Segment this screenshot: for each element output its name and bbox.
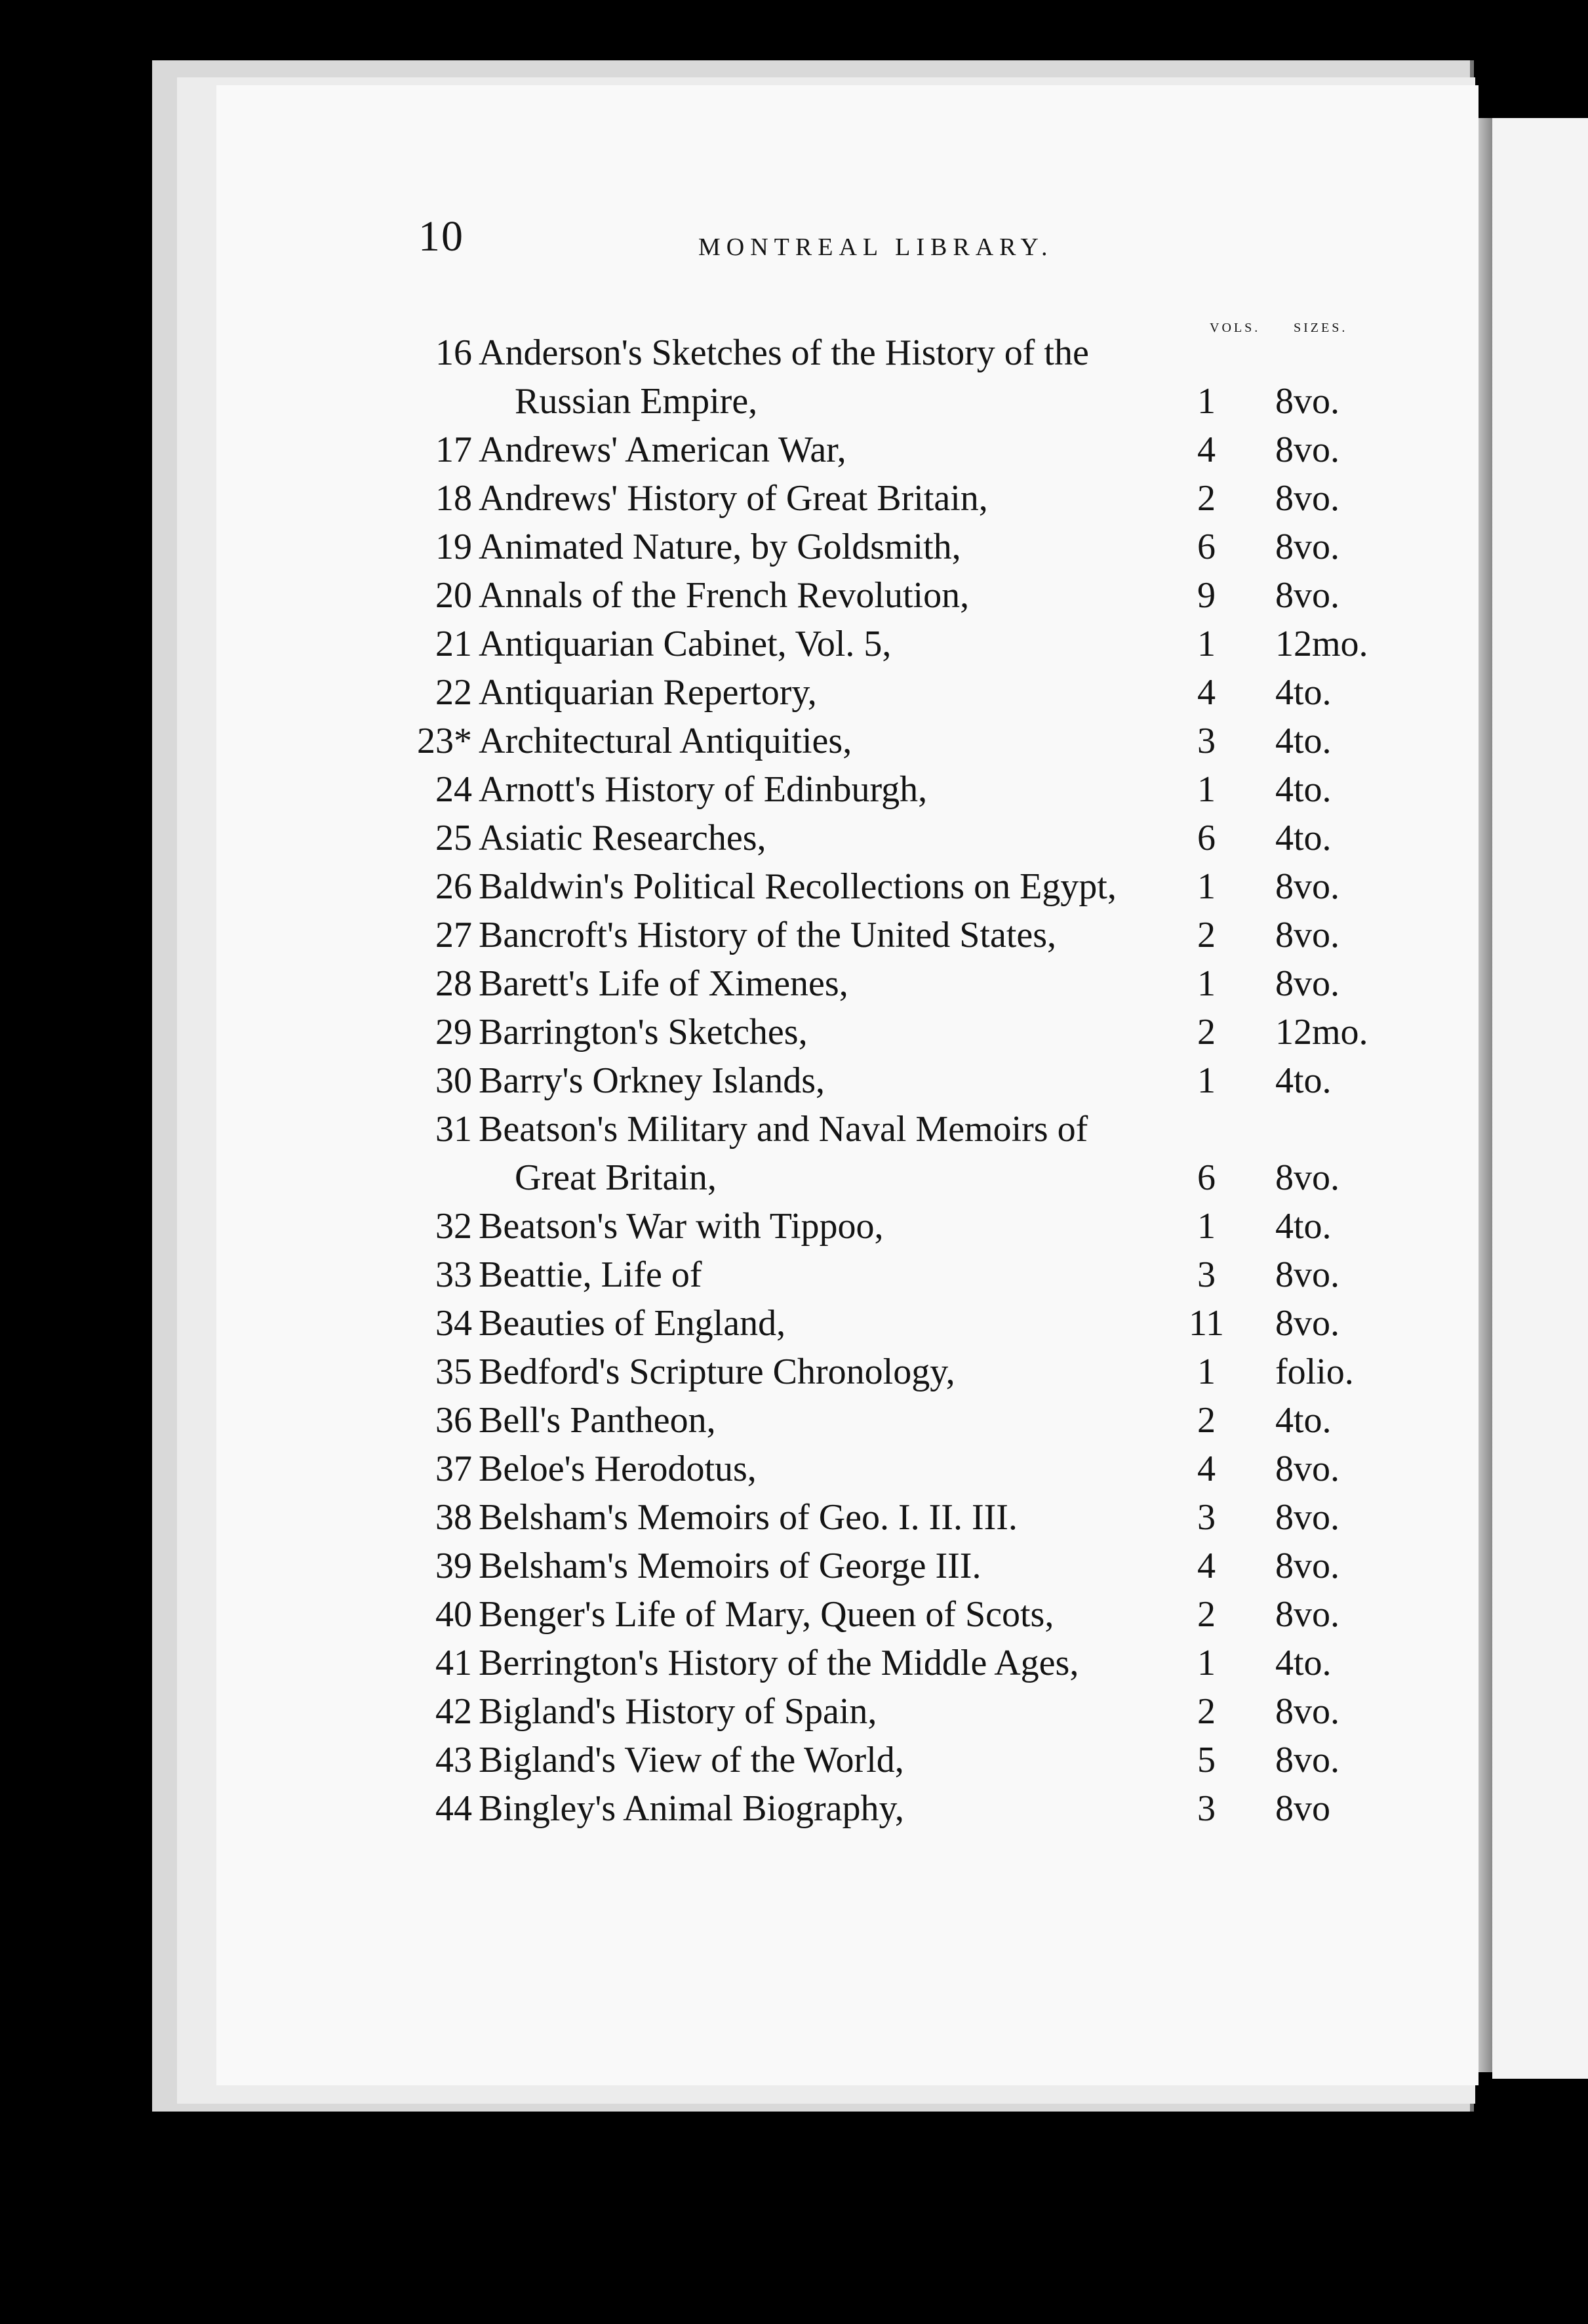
entry-number: 19 <box>435 527 472 567</box>
entry-title: Bancroft's History of the United States, <box>479 915 1057 955</box>
entry-title: Antiquarian Cabinet, Vol. 5, <box>479 624 892 664</box>
entry-volumes: 6 <box>1197 818 1216 858</box>
entry-title: Andrews' History of Great Britain, <box>479 478 988 519</box>
entry-size: 8vo. <box>1275 1740 1340 1780</box>
entry-volumes: 4 <box>1197 1449 1216 1489</box>
entry-title: Beatson's Military and Naval Memoirs of <box>479 1109 1088 1150</box>
catalogue-entry <box>0 1305 1588 1353</box>
catalogue-entry <box>0 965 1588 1014</box>
entry-size: 8vo. <box>1275 1254 1340 1295</box>
catalogue-entry <box>0 1208 1588 1256</box>
entry-number: 26 <box>435 866 472 907</box>
entry-size: 8vo. <box>1275 1449 1340 1489</box>
entry-title: Bigland's History of Spain, <box>479 1691 877 1732</box>
entry-number: 25 <box>435 818 472 858</box>
entry-title: Barrington's Sketches, <box>479 1012 808 1052</box>
entry-title: Belsham's Memoirs of Geo. I. II. III. <box>479 1497 1018 1538</box>
entry-size: 8vo. <box>1275 527 1340 567</box>
catalogue-entry <box>0 917 1588 965</box>
entry-number: 28 <box>435 963 472 1004</box>
entry-title: Animated Nature, by Goldsmith, <box>479 527 961 567</box>
entry-size: 8vo. <box>1275 1497 1340 1538</box>
entry-volumes: 1 <box>1197 769 1216 810</box>
catalogue-entry <box>0 1451 1588 1499</box>
entry-size: 8vo <box>1275 1788 1330 1829</box>
entry-title: Antiquarian Repertory, <box>479 672 817 713</box>
entry-title: Beloe's Herodotus, <box>479 1449 757 1489</box>
entry-title-continuation: Russian Empire, <box>515 381 758 422</box>
catalogue-entry <box>0 529 1588 577</box>
entry-title: Bigland's View of the World, <box>479 1740 904 1780</box>
entry-number: 27 <box>435 915 472 955</box>
catalogue-entry <box>0 577 1588 626</box>
entry-number: 36 <box>435 1400 472 1441</box>
catalogue-entry <box>0 1693 1588 1742</box>
entry-size: 4to. <box>1275 1060 1332 1101</box>
entry-size: 4to. <box>1275 818 1332 858</box>
catalogue-entry <box>0 771 1588 820</box>
entry-title: Architectural Antiquities, <box>479 721 852 761</box>
entry-title: Benger's Life of Mary, Queen of Scots, <box>479 1594 1054 1635</box>
entry-volumes: 2 <box>1197 1594 1216 1635</box>
entry-number: 31 <box>435 1109 472 1150</box>
entry-title: Beatson's War with Tippoo, <box>479 1206 884 1247</box>
entry-number: 39 <box>435 1546 472 1586</box>
catalogue-entry <box>0 1353 1588 1402</box>
entry-size: 12mo. <box>1275 1012 1368 1052</box>
entry-number: 34 <box>435 1303 472 1344</box>
entry-number: 44 <box>435 1788 472 1829</box>
entry-title-continuation: Great Britain, <box>515 1157 717 1198</box>
entry-title: Beattie, Life of <box>479 1254 702 1295</box>
entry-volumes: 4 <box>1197 1546 1216 1586</box>
entry-number: 30 <box>435 1060 472 1101</box>
entry-title: Beauties of England, <box>479 1303 786 1344</box>
entry-title: Annals of the French Revolution, <box>479 575 970 616</box>
catalogue-entry <box>0 868 1588 917</box>
catalogue-entry <box>0 674 1588 723</box>
entry-title: Anderson's Sketches of the History of the <box>479 332 1089 373</box>
entry-volumes: 1 <box>1197 1643 1216 1683</box>
entry-size: 8vo. <box>1275 478 1340 519</box>
column-heading-vols: VOLS. <box>1210 321 1261 335</box>
entry-size: 8vo. <box>1275 1303 1340 1344</box>
entry-number: 17 <box>435 430 472 470</box>
catalogue-entry <box>0 1499 1588 1548</box>
entry-title: Bedford's Scripture Chronology, <box>479 1352 955 1392</box>
entry-size: 8vo. <box>1275 1594 1340 1635</box>
entry-volumes: 5 <box>1197 1740 1216 1780</box>
catalogue-entry <box>0 723 1588 771</box>
entry-volumes: 4 <box>1197 672 1216 713</box>
entry-volumes: 2 <box>1197 1400 1216 1441</box>
entry-number: 38 <box>435 1497 472 1538</box>
entry-volumes: 6 <box>1197 527 1216 567</box>
entry-size: 4to. <box>1275 1206 1332 1247</box>
entry-number: 24 <box>435 769 472 810</box>
entry-volumes: 1 <box>1197 1060 1216 1101</box>
entry-title: Barry's Orkney Islands, <box>479 1060 825 1101</box>
entry-size: 12mo. <box>1275 624 1368 664</box>
entry-size: 8vo. <box>1275 1691 1340 1732</box>
entry-title: Belsham's Memoirs of George III. <box>479 1546 982 1586</box>
entry-number: 32 <box>435 1206 472 1247</box>
entry-number: 37 <box>435 1449 472 1489</box>
catalogue-entry <box>0 1402 1588 1451</box>
column-heading-sizes: SIZES. <box>1294 321 1348 335</box>
catalogue-entry <box>0 1548 1588 1596</box>
entry-volumes: 4 <box>1197 430 1216 470</box>
entry-volumes: 9 <box>1197 575 1216 616</box>
entry-size: 8vo. <box>1275 866 1340 907</box>
catalogue-entry <box>0 1596 1588 1645</box>
catalogue-entry <box>0 334 1588 383</box>
entry-number: 29 <box>435 1012 472 1052</box>
catalogue-entry <box>0 1062 1588 1111</box>
entry-size: 4to. <box>1275 1643 1332 1683</box>
catalogue-entry-continuation <box>0 383 1588 431</box>
catalogue-entry <box>0 820 1588 868</box>
catalogue-entry <box>0 1256 1588 1305</box>
entry-number: 42 <box>435 1691 472 1732</box>
entry-title: Bell's Pantheon, <box>479 1400 716 1441</box>
entry-size: 8vo. <box>1275 1546 1340 1586</box>
catalogue-entry <box>0 1014 1588 1062</box>
entry-volumes: 2 <box>1197 1691 1216 1732</box>
entry-volumes: 1 <box>1197 1352 1216 1392</box>
entry-volumes: 3 <box>1197 1254 1216 1295</box>
entry-number: 43 <box>435 1740 472 1780</box>
entry-volumes: 11 <box>1189 1303 1224 1344</box>
catalogue-entry <box>0 1111 1588 1159</box>
entry-volumes: 1 <box>1197 381 1216 422</box>
entry-size: 8vo. <box>1275 575 1340 616</box>
entry-size: 4to. <box>1275 769 1332 810</box>
entry-number: 33 <box>435 1254 472 1295</box>
entry-number: 21 <box>435 624 472 664</box>
entry-number: 23* <box>417 721 472 761</box>
entry-number: 18 <box>435 478 472 519</box>
entry-size: 8vo. <box>1275 430 1340 470</box>
entry-size: 4to. <box>1275 721 1332 761</box>
entry-size: 8vo. <box>1275 1157 1340 1198</box>
page-number: 10 <box>418 212 464 260</box>
catalogue-entry <box>0 1790 1588 1839</box>
entry-title: Bingley's Animal Biography, <box>479 1788 904 1829</box>
entry-size: 4to. <box>1275 1400 1332 1441</box>
entry-volumes: 2 <box>1197 915 1216 955</box>
entry-size: 4to. <box>1275 672 1332 713</box>
entry-volumes: 1 <box>1197 1206 1216 1247</box>
catalogue-entry <box>0 431 1588 480</box>
running-head: MONTREAL LIBRARY. <box>698 233 1054 261</box>
entry-size: 8vo. <box>1275 963 1340 1004</box>
entry-number: 20 <box>435 575 472 616</box>
entry-number: 16 <box>435 332 472 373</box>
entry-volumes: 2 <box>1197 1012 1216 1052</box>
entry-volumes: 6 <box>1197 1157 1216 1198</box>
entry-title: Asiatic Researches, <box>479 818 766 858</box>
entry-volumes: 1 <box>1197 866 1216 907</box>
entry-size: folio. <box>1275 1352 1354 1392</box>
entry-title: Berrington's History of the Middle Ages, <box>479 1643 1079 1683</box>
entry-title: Barett's Life of Ximenes, <box>479 963 848 1004</box>
entry-title: Arnott's History of Edinburgh, <box>479 769 928 810</box>
entry-volumes: 2 <box>1197 478 1216 519</box>
entry-volumes: 3 <box>1197 1788 1216 1829</box>
entry-number: 41 <box>435 1643 472 1683</box>
entry-number: 40 <box>435 1594 472 1635</box>
entry-number: 22 <box>435 672 472 713</box>
entry-title: Baldwin's Political Recollections on Egypt, <box>479 866 1117 907</box>
entry-size: 8vo. <box>1275 381 1340 422</box>
entry-volumes: 3 <box>1197 1497 1216 1538</box>
catalogue-entry <box>0 480 1588 529</box>
entry-number: 35 <box>435 1352 472 1392</box>
catalogue-entry-continuation <box>0 1159 1588 1208</box>
entry-size: 8vo. <box>1275 915 1340 955</box>
catalogue-entry <box>0 626 1588 674</box>
entry-volumes: 3 <box>1197 721 1216 761</box>
entry-volumes: 1 <box>1197 624 1216 664</box>
entry-volumes: 1 <box>1197 963 1216 1004</box>
entry-title: Andrews' American War, <box>479 430 846 470</box>
catalogue-entry <box>0 1742 1588 1790</box>
catalogue-entry <box>0 1645 1588 1693</box>
